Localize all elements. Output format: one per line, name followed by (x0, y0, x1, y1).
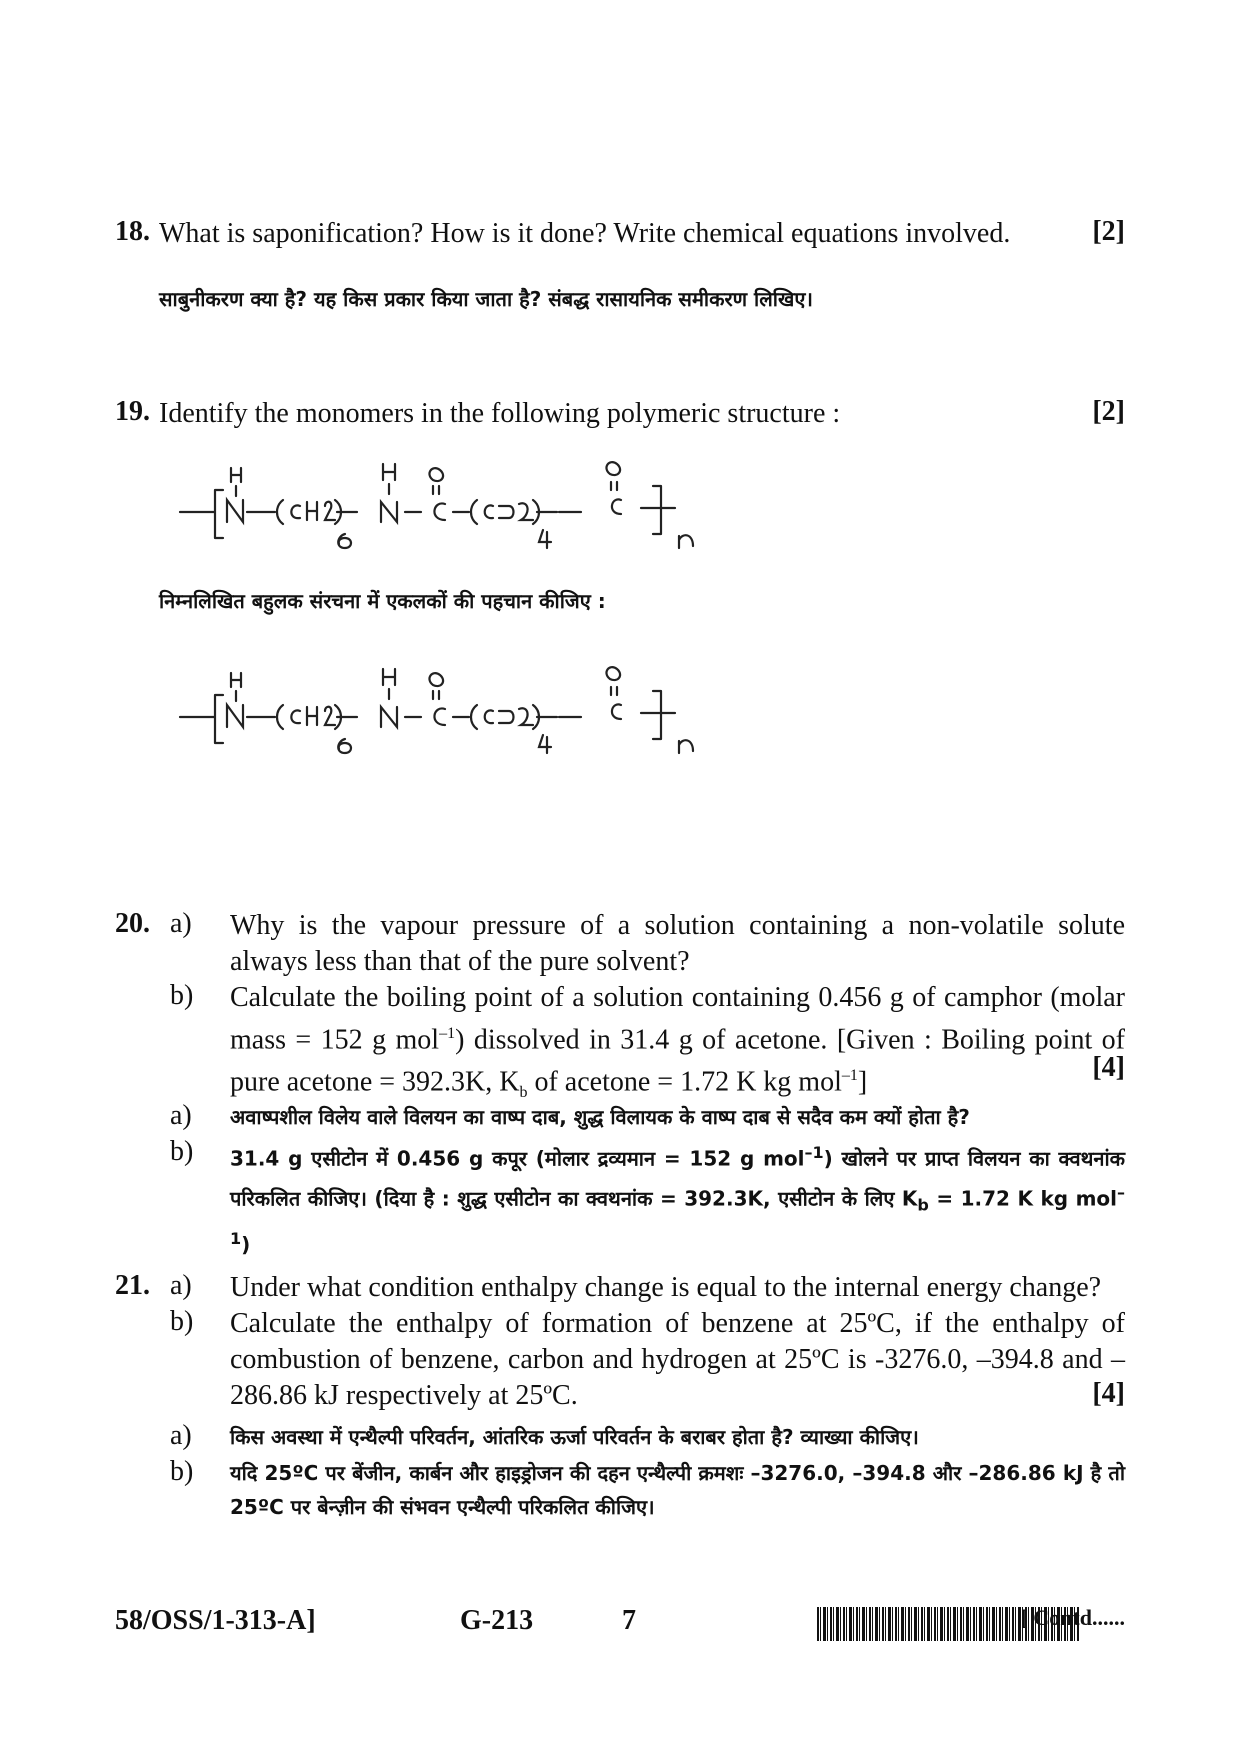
question-text-en: What is saponification? How is it done? Write chemical equations involved. (159, 218, 1011, 249)
question-text-hi: निम्नलिखित बहुलक संरचना में एकलकों की पहचान कीजिए : (159, 589, 606, 613)
marks: [2] (1092, 396, 1125, 427)
question-number: 21. (115, 1270, 150, 1301)
question-21 (115, 1270, 1125, 1570)
part-text: यदि 25ºC पर बेंजीन, कार्बन और हाइड्रोजन की दहन एन्थैल्पी क्रमशः –3276.0, –394.8 और –286.86 kJ है तो 25ºC पर बेन्ज़ीन की संभवन एन्थैल्पी परिकलित कीजिए। (230, 1461, 1125, 1519)
question-20 (115, 908, 1126, 1257)
page-footer (115, 1605, 1125, 1645)
question-number: 20. (115, 908, 150, 939)
series-code: G-213 (460, 1605, 534, 1636)
question-19-hindi (115, 584, 1125, 624)
part-a-hi (170, 1100, 1125, 1134)
part-label: a) (170, 1270, 192, 1301)
part-label: b) (170, 1136, 194, 1167)
part-b-en (170, 980, 1125, 1102)
part-text: किस अवस्था में एन्थैल्पी परिवर्तन, आंतरिक ऊर्जा परिवर्तन के बराबर होता है? व्याख्या कीजिए। (230, 1425, 919, 1449)
part-a-en (170, 908, 1125, 980)
part-text: Calculate the enthalpy of formation of benzene at 25ºC, if the enthalpy of combustion of benzene, carbon and hydrogen at 25ºC is -3276.0, –394.8 and –286.86 kJ respectively at 25ºC. (230, 1308, 1125, 1411)
polymer-structure-image (175, 450, 795, 560)
marks: [2] (1092, 216, 1125, 247)
question-18 (115, 216, 1125, 316)
part-text: Calculate the boiling point of a solution containing 0.456 g of camphor (molar mass = 152 g mol$^{-1}$) dissolved in 31.4 g of acetone. [Given : Boiling point of pure acetone = 392.3K, $K_b$ of acetone = 1.72 K kg mol$^{-1}$] (230, 982, 1125, 1102)
question-text-en: Identify the monomers in the following polymeric structure : (159, 398, 841, 429)
part-label: b) (170, 1456, 194, 1487)
part-label: b) (170, 980, 194, 1011)
paper-code: 58/OSS/1-313-A] (115, 1605, 316, 1636)
page-number: 7 (622, 1605, 636, 1636)
question-number: 19. (115, 396, 150, 427)
part-text: Under what condition enthalpy change is equal to the internal energy change? (230, 1272, 1102, 1303)
part-label: a) (170, 1420, 192, 1451)
part-a-en (170, 1270, 1125, 1306)
marks: [4] (1092, 1378, 1125, 1409)
part-b-en (170, 1306, 1125, 1414)
part-b-hi (170, 1456, 1125, 1528)
part-text: 31.4 g एसीटोन में 0.456 g कपूर (मोलार द्रव्यमान = 152 g mol$^{-1}$) खोलने पर प्राप्त विलयन का क्वथनांक परिकलित कीजिए। (दिया है : शुद्ध एसीटोन का क्वथनांक = 392.3K, एसीटोन के लिए $K_b = 1.72$ K kg mol$^{-1}$) (230, 1143, 1126, 1257)
part-label: a) (170, 1100, 192, 1131)
question-number: 18. (115, 216, 150, 247)
part-label: a) (170, 908, 192, 939)
part-text: Why is the vapour pressure of a solution containing a non-volatile solute always less than that of the pure solvent? (230, 910, 1125, 977)
polymer-structure-image-hi (175, 655, 795, 765)
part-b-hi (170, 1136, 1126, 1257)
part-text: अवाष्पशील विलेय वाले विलयन का वाष्प दाब, शुद्ध विलायक के वाष्प दाब से सदैव कम क्यों होता है? (230, 1105, 970, 1129)
marks: [4] (1092, 1052, 1125, 1083)
part-a-hi (170, 1420, 1125, 1454)
part-label: b) (170, 1306, 194, 1337)
question-text-hi: साबुनीकरण क्या है? यह किस प्रकार किया जाता है? संबद्ध रासायनिक समीकरण लिखिए। (159, 287, 813, 311)
continued-label: [ Contd...... (1020, 1605, 1125, 1630)
